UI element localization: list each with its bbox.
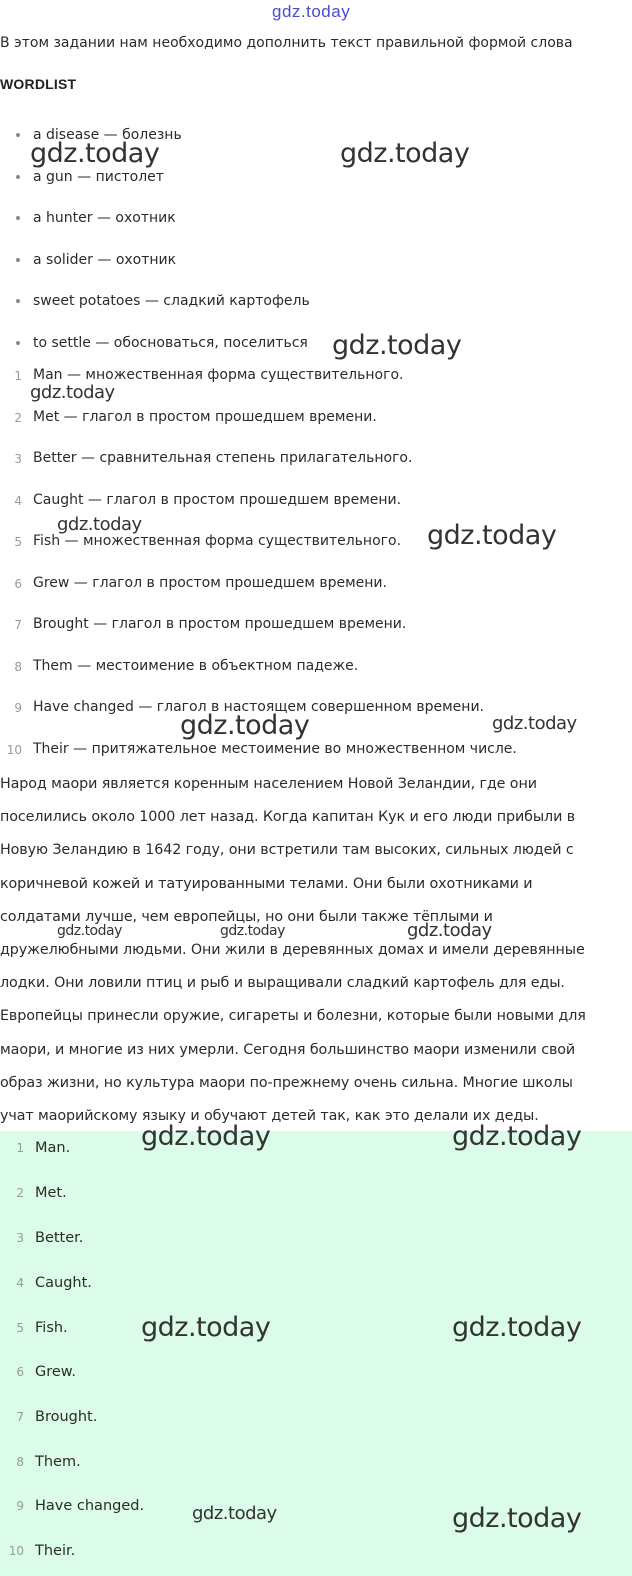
translation-line: дружелюбными людьми. Они жили в деревянных домах и имели деревянные xyxy=(0,942,585,959)
item-number: 1 xyxy=(16,1141,24,1155)
list-item xyxy=(0,696,632,738)
item-number: 6 xyxy=(14,576,22,591)
answer-text: Met. xyxy=(35,1185,67,1201)
task-intro: В этом задании нам необходимо дополнить текст правильной формой слова xyxy=(0,35,573,51)
explanation-list xyxy=(0,364,632,779)
watermark: gdz.today xyxy=(141,1121,271,1152)
watermark: gdz.today xyxy=(407,920,492,941)
answer-text: Man. xyxy=(35,1140,71,1156)
list-item xyxy=(0,613,632,655)
explanation-text: Grew — глагол в простом прошедшем времени. xyxy=(33,574,387,591)
answer-item xyxy=(0,1494,632,1518)
explanation-text: Met — глагол в простом прошедшем времени. xyxy=(33,408,377,425)
item-number: 2 xyxy=(16,1186,24,1200)
answer-box xyxy=(0,1131,632,1576)
answer-item xyxy=(0,1360,632,1384)
watermark: gdz.today xyxy=(220,923,285,939)
translation-line: Европейцы принесли оружие, сигареты и болезни, которые были новыми для xyxy=(0,1008,586,1025)
list-item xyxy=(0,249,632,291)
translation-line: образ жизни, но культура маори по-прежнему очень сильна. Многие школы xyxy=(0,1074,573,1091)
list-item xyxy=(0,207,632,249)
answer-text: Grew. xyxy=(35,1364,76,1380)
answer-text: Brought. xyxy=(35,1409,98,1425)
list-item xyxy=(0,406,632,448)
bullet-icon xyxy=(16,133,20,137)
explanation-text: Them — местоимение в объектном падеже. xyxy=(33,657,359,674)
explanation-text: Caught — глагол в простом прошедшем времени. xyxy=(33,491,402,508)
item-number: 3 xyxy=(16,1231,24,1245)
watermark: gdz.today xyxy=(452,1503,582,1534)
item-number: 8 xyxy=(14,659,22,674)
translation-line: Народ маори является коренным населением Новой Зеландии, где они xyxy=(0,776,537,792)
answer-item xyxy=(0,1226,632,1250)
item-number: 1 xyxy=(14,369,22,383)
item-number: 6 xyxy=(16,1365,24,1379)
watermark: gdz.today xyxy=(452,1312,582,1343)
wordlist-entry: a gun — пистолет xyxy=(33,168,164,185)
explanation-text: Man — множественная форма существительного. xyxy=(33,367,404,383)
item-number: 5 xyxy=(14,535,22,549)
list-item xyxy=(0,655,632,697)
translation-paragraph xyxy=(0,768,632,1133)
item-number: 3 xyxy=(14,452,22,466)
wordlist xyxy=(0,124,632,374)
answer-item xyxy=(0,1405,632,1429)
answer-item xyxy=(0,1136,632,1160)
wordlist-entry: to settle — обосноваться, поселиться xyxy=(33,334,308,351)
item-number: 4 xyxy=(14,493,22,508)
list-item xyxy=(0,364,632,406)
watermark: gdz.today xyxy=(427,520,557,551)
translation-line: учат маорийскому языку и обучают детей так, как это делали их деды. xyxy=(0,1108,539,1125)
explanation-text: Better — сравнительная степень прилагательного. xyxy=(33,450,413,466)
watermark: gdz.today xyxy=(332,330,462,361)
bullet-icon xyxy=(16,175,20,179)
wordlist-heading: WORDLIST xyxy=(0,76,77,92)
translation-line: маори, и многие из них умерли. Сегодня большинство маори изменили свой xyxy=(0,1041,576,1058)
wordlist-entry: a hunter — охотник xyxy=(33,210,176,227)
answer-item xyxy=(0,1539,632,1563)
watermark: gdz.today xyxy=(452,1121,582,1152)
item-number: 10 xyxy=(8,1544,24,1558)
watermark: gdz.today xyxy=(192,1503,277,1524)
wordlist-entry: a solider — охотник xyxy=(33,251,177,268)
bullet-icon xyxy=(16,216,20,220)
watermark: gdz.today xyxy=(30,138,160,169)
explanation-text: Their — притяжательное местоимение во множественном числе. xyxy=(33,740,517,757)
list-item xyxy=(0,530,632,572)
item-number: 8 xyxy=(16,1455,24,1469)
item-number: 7 xyxy=(14,618,22,632)
translation-line: коричневой кожей и татуированными телами. Они были охотниками и xyxy=(0,875,533,892)
watermark: gdz.today xyxy=(180,710,310,741)
watermark: gdz.today xyxy=(340,138,470,169)
explanation-text: Have changed — глагол в настоящем совершенном времени. xyxy=(33,699,485,715)
bullet-icon xyxy=(16,341,20,345)
item-number: 5 xyxy=(16,1321,24,1335)
translation-line: солдатами лучше, чем европейцы, но они были также тёплыми и xyxy=(0,908,493,925)
translation-line: лодки. Они ловили птиц и рыб и выращивали сладкий картофель для еды. xyxy=(0,975,565,992)
item-number: 7 xyxy=(16,1410,24,1424)
answer-item xyxy=(0,1181,632,1205)
item-number: 9 xyxy=(16,1499,24,1513)
item-number: 9 xyxy=(14,701,22,715)
bullet-icon xyxy=(16,299,20,303)
item-number: 10 xyxy=(6,742,22,757)
wordlist-entry: sweet potatoes — сладкий картофель xyxy=(33,293,310,310)
answer-item xyxy=(0,1450,632,1474)
list-item xyxy=(0,447,632,489)
watermark: gdz.today xyxy=(57,923,122,939)
answer-text: Better. xyxy=(35,1230,84,1246)
answer-text: Their. xyxy=(35,1543,76,1559)
item-number: 4 xyxy=(16,1276,24,1290)
watermark: gdz.today xyxy=(141,1312,271,1343)
list-item xyxy=(0,290,632,332)
list-item xyxy=(0,489,632,531)
answer-item xyxy=(0,1271,632,1295)
list-item xyxy=(0,166,632,208)
answer-text: Have changed. xyxy=(35,1498,145,1514)
answer-text: Caught. xyxy=(35,1275,92,1291)
bullet-icon xyxy=(16,258,20,262)
site-logo[interactable]: gdz.today xyxy=(272,2,351,21)
translation-line: поселились около 1000 лет назад. Когда капитан Кук и его люди прибыли в xyxy=(0,809,576,826)
watermark: gdz.today xyxy=(57,514,142,535)
wordlist-entry: a disease — болезнь xyxy=(33,127,182,143)
watermark: gdz.today xyxy=(492,713,577,734)
item-number: 2 xyxy=(14,410,22,425)
explanation-text: Brought — глагол в простом прошедшем времени. xyxy=(33,616,407,632)
translation-line: Новую Зеландию в 1642 году, они встретили там высоких, сильных людей с xyxy=(0,842,574,859)
explanation-text: Fish — множественная форма существительного. xyxy=(33,533,402,549)
list-item xyxy=(0,124,632,166)
watermark: gdz.today xyxy=(30,382,115,403)
answer-text: Them. xyxy=(35,1454,81,1470)
answer-text: Fish. xyxy=(35,1320,68,1336)
list-item xyxy=(0,572,632,614)
answer-item xyxy=(0,1316,632,1340)
